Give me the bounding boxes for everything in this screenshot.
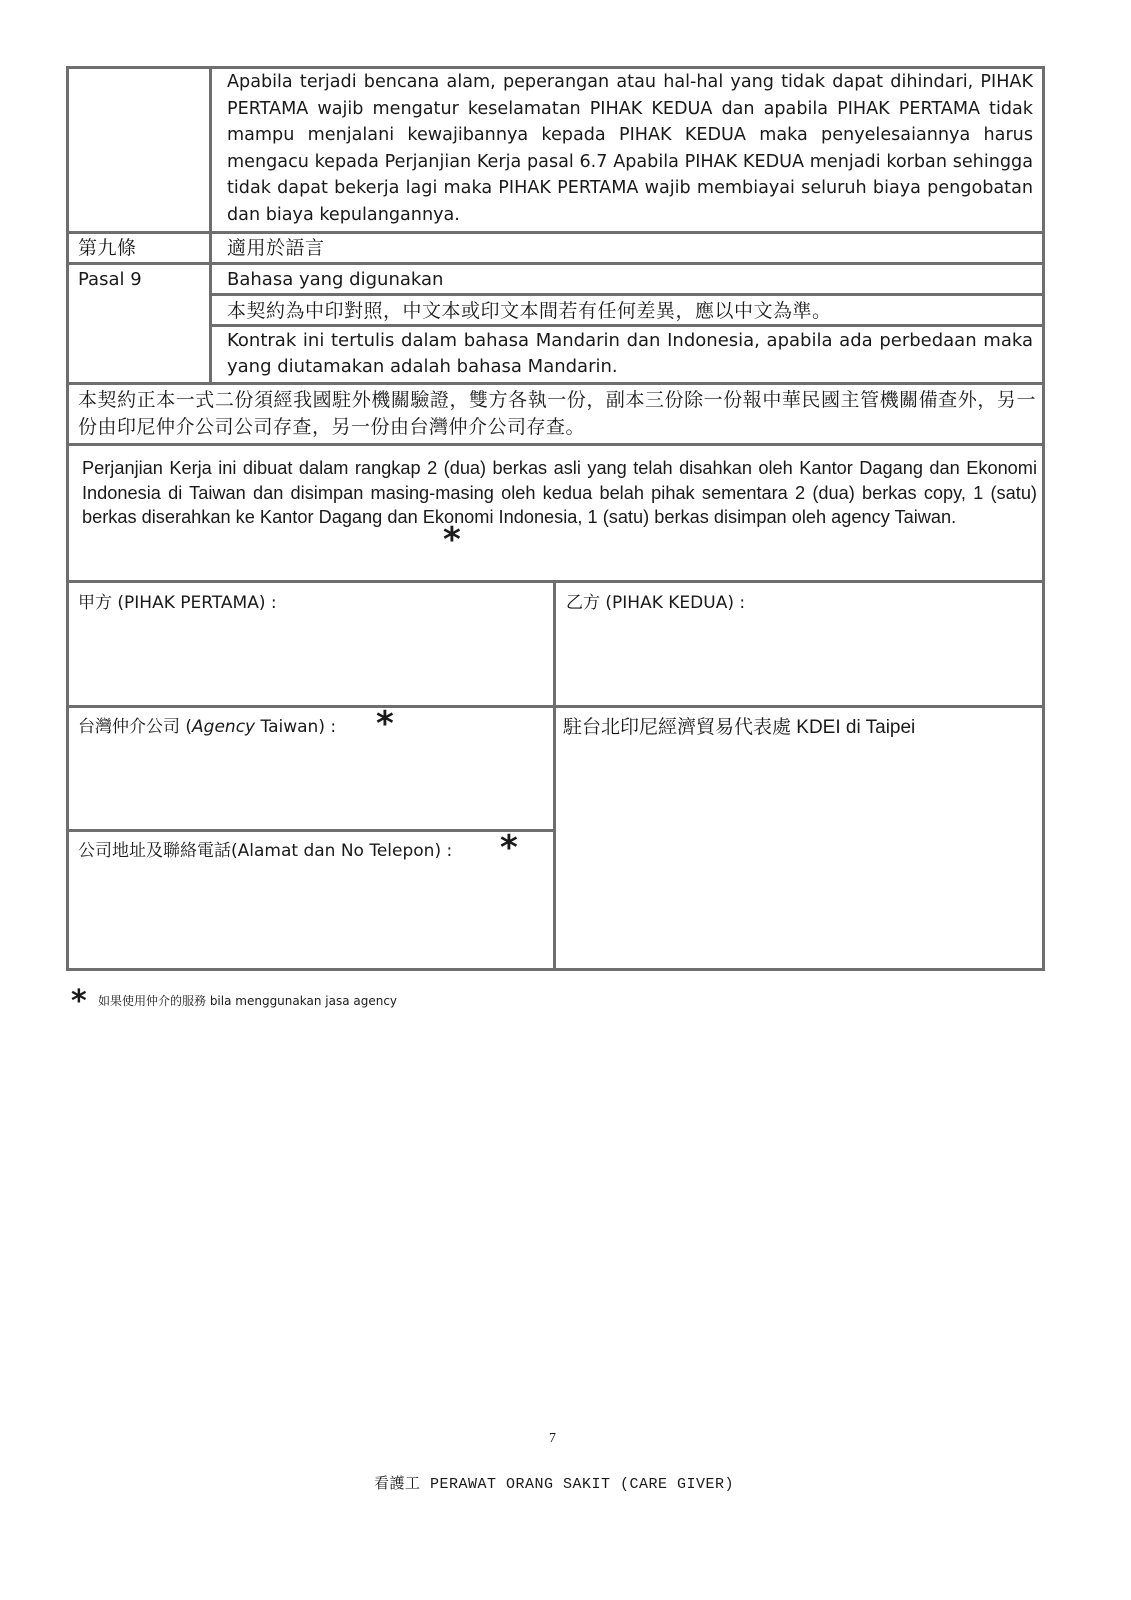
language-clause-zh: 本契約為中印對照，中文本或印文本間若有任何差異，應以中文為準。 [227, 300, 832, 322]
row-divider [66, 705, 1045, 708]
signature-column-divider [553, 580, 556, 971]
first-party-label: 甲方 (PIHAK PERTAMA) : [78, 593, 277, 613]
second-party-label: 乙方 (PIHAK KEDUA) : [566, 593, 746, 613]
article-title-zh: 適用於語言 [227, 237, 325, 259]
page-number: 7 [549, 1431, 556, 1446]
row-divider [66, 262, 1045, 265]
row-divider [66, 829, 556, 832]
address-label: 公司地址及聯絡電話(Alamat dan No Telepon) : [78, 841, 453, 861]
article-label-id: Pasal 9 [78, 269, 142, 290]
agency-taiwan-label [78, 714, 336, 740]
language-clause-id: Kontrak ini tertulis dalam bahasa Mandarin dan Indonesia, apabila ada perbedaan maka yang diutamakan adalah bahasa Mandarin. [227, 330, 1033, 377]
footer-title: 看護工 PERAWAT ORANG SAKIT (CARE GIVER) [374, 1476, 735, 1493]
asterisk-mark: * [376, 704, 394, 744]
footnote-asterisk: * [71, 984, 87, 1019]
copies-clause-id: Perjanjian Kerja ini dibuat dalam rangkap 2 (dua) berkas asli yang telah disahkan oleh Kantor Dagang dan Ekonomi Indonesia di Taiwan dan disimpan masing-masing oleh kedua belah pihak sementara 2 (dua) berkas copy, 1 (satu) berkas diserahkan ke Kantor Dagang dan Ekonomi Indonesia, 1 (satu) berkas disimpan oleh agency Taiwan. [82, 458, 1037, 527]
row-divider [66, 231, 1045, 234]
row-divider [212, 293, 1045, 296]
asterisk-mark: * [500, 828, 518, 868]
article-title-id: Bahasa yang digunakan [227, 269, 444, 290]
kdei-label: 駐台北印尼經濟貿易代表處 KDEI di Taipei [563, 717, 916, 738]
agency-label-rest: Taiwan) : [255, 717, 337, 737]
force-majeure-clause: Apabila terjadi bencana alam, peperangan atau hal-hal yang tidak dapat dihindari, PIHAK PERTAMA wajib mengatur keselamatan PIHAK KEDUA dan apabila PIHAK PERTAMA tidak mampu menjalani kewajibannya kepada PIHAK KEDUA maka penyelesaiannya harus mengacu kepada Perjanjian Kerja pasal 6.7 Apabila PIHAK KEDUA menjadi korban sehingga tidak dapat bekerja lagi maka PIHAK PERTAMA wajib membiayai seluruh biaya pengobatan dan biaya kepulangannya. [227, 72, 1033, 225]
copies-clause-zh: 本契約正本一式二份須經我國駐外機關驗證，雙方各執一份，副本三份除一份報中華民國主管機關備查外，另一份由印尼仲介公司公司存查，另一份由台灣仲介公司存查。 [78, 389, 1036, 438]
row-divider [212, 324, 1045, 327]
footnote-text: 如果使用仲介的服務 bila menggunakan jasa agency [98, 994, 398, 1008]
label-column-divider [209, 66, 212, 384]
article-label-zh: 第九條 [78, 237, 137, 259]
agency-label-zh: 台灣仲介公司 ( [78, 717, 193, 737]
row-divider [66, 382, 1045, 385]
asterisk-mark: * [443, 520, 461, 560]
row-divider [66, 443, 1045, 446]
agency-label-italic: Agency [192, 717, 256, 737]
